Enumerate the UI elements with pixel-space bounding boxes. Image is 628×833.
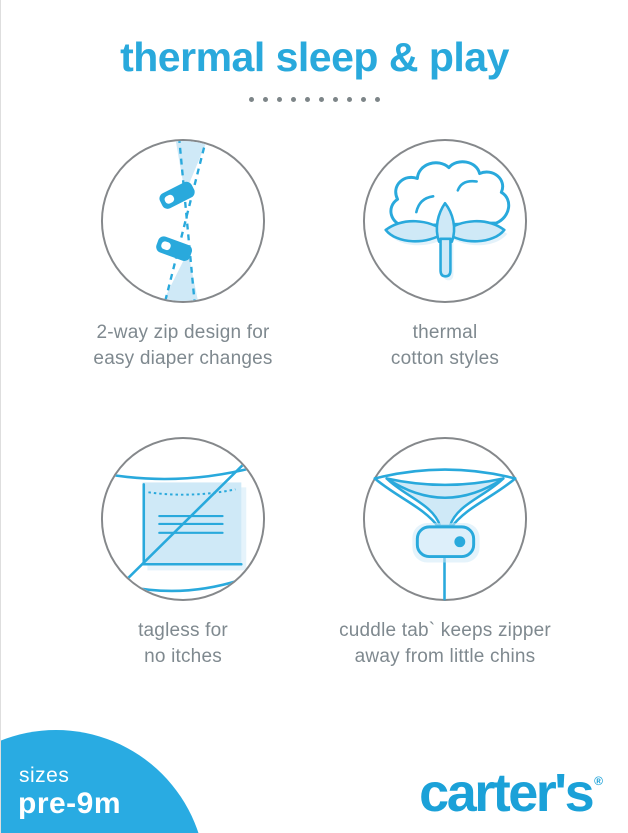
dot [319, 97, 324, 102]
dot [263, 97, 268, 102]
cotton-boll-icon [361, 137, 529, 305]
feature-cuddle-tab [310, 435, 580, 670]
dot [277, 97, 282, 102]
tab-snap-dot [454, 536, 465, 547]
sizes-label: sizes [19, 764, 70, 787]
two-way-zipper-icon [99, 137, 267, 305]
feature-caption [310, 618, 580, 670]
feature-caption [48, 618, 318, 670]
caption-line-1: cuddle tab` keeps zipper [339, 620, 551, 641]
sizes-range: pre-9m [18, 787, 122, 820]
crossed-out-tag-icon [99, 435, 267, 603]
stem [441, 239, 451, 277]
caption-line-2: away from little chins [354, 646, 536, 667]
brand-name: carter's [419, 763, 593, 823]
caption-line-2: no itches [144, 646, 222, 667]
dot [333, 97, 338, 102]
registered-mark-icon: ® [594, 774, 603, 788]
divider-dots [1, 97, 628, 102]
caption-line-2: easy diaper changes [93, 348, 273, 369]
dot [361, 97, 366, 102]
page-title: thermal sleep & play [120, 34, 509, 80]
caption-line-1: 2-way zip design for [96, 322, 270, 343]
caption-line-1: thermal [412, 322, 478, 343]
dot [305, 97, 310, 102]
sizes-badge [0, 730, 206, 833]
dot [347, 97, 352, 102]
dot [375, 97, 380, 102]
dot [249, 97, 254, 102]
feature-tagless [48, 435, 318, 670]
feature-caption [310, 320, 580, 372]
collar-cuddle-tab-icon [361, 435, 529, 603]
feature-caption [48, 320, 318, 372]
feature-2-way-zip [48, 137, 318, 372]
brand-logo [419, 762, 601, 824]
caption-line-1: tagless for [138, 620, 228, 641]
caption-line-2: cotton styles [390, 348, 500, 369]
dot [291, 97, 296, 102]
feature-thermal-cotton [310, 137, 580, 372]
